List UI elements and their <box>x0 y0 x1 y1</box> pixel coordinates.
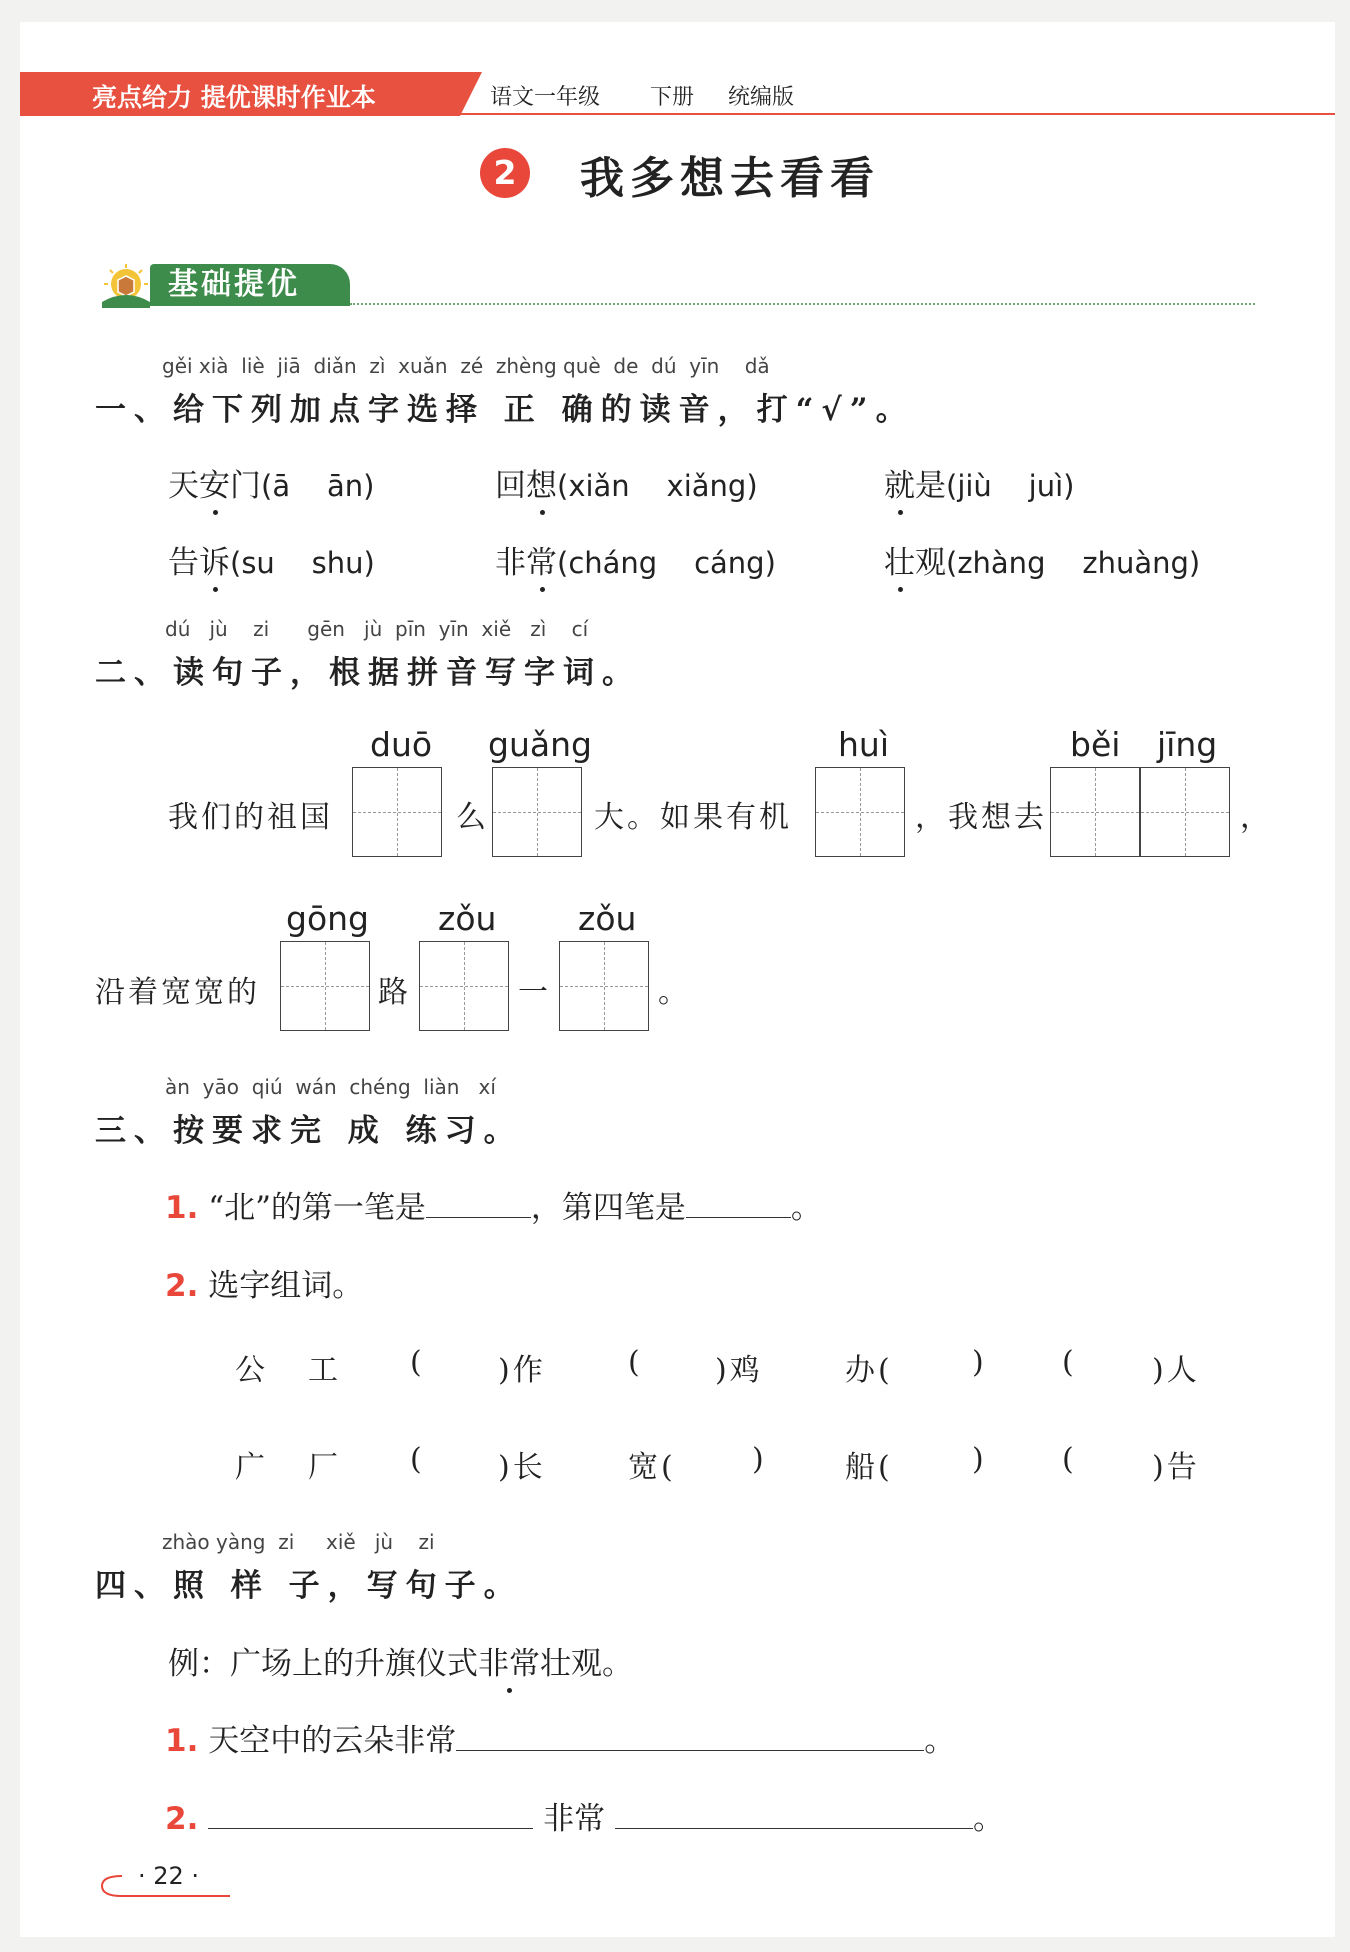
q1-item[interactable]: 非常(cháng cáng) <box>495 537 776 582</box>
answer-line[interactable] <box>208 1794 533 1829</box>
q3-item2: 2. 选字组词。 <box>165 1268 364 1304</box>
blank-close: ) <box>972 1345 987 1380</box>
q3-pinyin: àn yāo qiú wán chéng liàn xí <box>165 1075 496 1099</box>
char-option: 工 <box>308 1353 341 1388</box>
writing-box[interactable] <box>352 767 442 857</box>
q2-text: 一 <box>518 975 551 1010</box>
box-pinyin: zǒu <box>578 899 637 938</box>
subject-label: 语文一年级 <box>490 85 601 110</box>
box-pinyin: zǒu <box>438 899 497 938</box>
box-pinyin: běi <box>1070 725 1121 764</box>
word-item: )人 <box>1152 1353 1200 1388</box>
q2-text: 我们的祖国 <box>168 800 333 835</box>
lesson-title: 我多想去看看 <box>580 153 880 204</box>
q2-text: ，我想去 <box>915 800 1047 835</box>
answer-blank[interactable] <box>686 1187 791 1218</box>
q4-item1: 1. 天空中的云朵非常 。 <box>165 1715 955 1760</box>
q3-heading: 三、按要求完 成 练习。 <box>95 1113 523 1149</box>
writing-box[interactable] <box>559 941 649 1031</box>
q1-item[interactable]: 告诉(su shu) <box>168 537 375 582</box>
blank-open[interactable]: ( <box>1062 1345 1077 1380</box>
q1-heading: 一、给下列加点字选择 正 确的读音，打“√”。 <box>95 392 915 428</box>
writing-box[interactable] <box>815 767 905 857</box>
blank-open[interactable]: ( <box>410 1345 425 1380</box>
char-option: 广 <box>235 1450 268 1485</box>
word-item[interactable]: 船( <box>845 1450 893 1485</box>
blank-open[interactable]: ( <box>410 1442 425 1477</box>
word-item: )鸡 <box>715 1353 763 1388</box>
blank-close: ) <box>972 1442 987 1477</box>
q2-pinyin: dú jù zi gēn jù pīn yīn xiě zì cí <box>165 617 589 641</box>
char-option: 厂 <box>308 1450 341 1485</box>
box-pinyin: duō <box>370 725 433 764</box>
answer-line[interactable] <box>456 1716 924 1751</box>
word-item: )作 <box>498 1353 546 1388</box>
q2-text: 沿着宽宽的 <box>95 975 260 1010</box>
section-divider <box>350 303 1255 305</box>
answer-line[interactable] <box>615 1794 973 1829</box>
q1-item[interactable]: 天安门(ā ān) <box>168 460 374 505</box>
q4-item2: 2. 非常 。 <box>165 1793 1004 1838</box>
q3-item1: 1. “北”的第一笔是 ，第四笔是 。 <box>165 1182 822 1227</box>
char-option: 公 <box>235 1353 268 1388</box>
writing-box[interactable] <box>1140 767 1230 857</box>
book-sun-icon <box>98 262 154 308</box>
writing-box[interactable] <box>492 767 582 857</box>
q4-pinyin: zhào yàng zi xiě jù zi <box>162 1530 435 1554</box>
edition-label: 统编版 <box>728 85 795 110</box>
page-number: · 22 · <box>138 1862 200 1890</box>
q1-item[interactable]: 壮观(zhàng zhuàng) <box>884 537 1200 582</box>
blank-open[interactable]: ( <box>1062 1442 1077 1477</box>
q4-heading: 四、照 样 子，写句子。 <box>95 1568 523 1604</box>
word-item[interactable]: 宽( <box>628 1450 676 1485</box>
word-item[interactable]: 办( <box>845 1353 893 1388</box>
box-pinyin: guǎng <box>488 725 592 764</box>
writing-box[interactable] <box>419 941 509 1031</box>
q2-heading: 二、读句子，根据拼音写字词。 <box>95 655 641 691</box>
volume-label: 下册 <box>650 85 695 110</box>
q2-text: 路 <box>378 975 411 1010</box>
q2-text: 大。如果有机 <box>594 800 792 835</box>
blank-close: ) <box>752 1442 767 1477</box>
writing-box[interactable] <box>1050 767 1140 857</box>
lesson-number: 2 <box>480 148 530 198</box>
word-item: )长 <box>498 1450 546 1485</box>
q2-text: ， <box>1240 800 1273 835</box>
q4-example: 例：广场上的升旗仪式非常壮观。 <box>168 1638 633 1683</box>
q2-text: 么 <box>456 800 489 835</box>
q1-pinyin: gěi xià liè jiā diǎn zì xuǎn zé zhèng què de dú yīn dǎ <box>162 354 770 378</box>
blank-open[interactable]: ( <box>628 1345 643 1380</box>
word-item: )告 <box>1152 1450 1200 1485</box>
answer-blank[interactable] <box>426 1187 531 1218</box>
q1-item[interactable]: 就是(jiù juì) <box>884 460 1075 505</box>
box-pinyin: jīng <box>1157 725 1218 764</box>
box-pinyin: gōng <box>286 899 369 938</box>
writing-box[interactable] <box>280 941 370 1031</box>
box-pinyin: huì <box>838 725 889 764</box>
q2-text: 。 <box>658 975 691 1010</box>
q1-item[interactable]: 回想(xiǎn xiǎng) <box>495 460 758 505</box>
series-title: 亮点给力 提优课时作业本 <box>92 83 376 112</box>
section-badge: 基础提优 <box>150 264 350 306</box>
